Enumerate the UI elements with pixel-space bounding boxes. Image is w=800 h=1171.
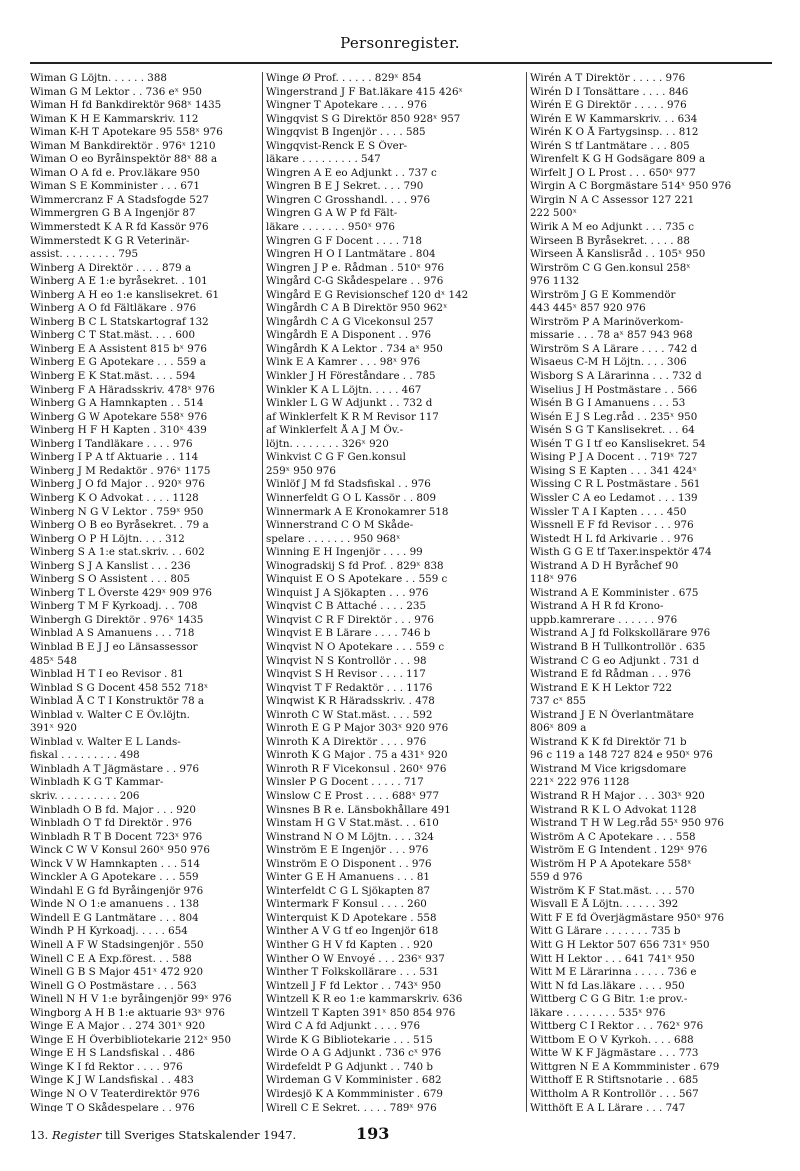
register-entry: Winther G H V fd Kapten . . 920 <box>266 939 433 951</box>
register-entry: Winell C E A Exp.förest. . . 588 <box>30 952 192 965</box>
register-entry: Winbergh G Direktör . 976ˣ 1435 <box>30 613 204 626</box>
register-entry: Winberg C T Stat.mäst. . . . 600 <box>30 329 195 342</box>
register-entry: Winbladh K G T Kammar- <box>30 776 164 789</box>
register-entry: Wirdefeldt P G Adjunkt . . 740 b <box>266 1060 433 1073</box>
register-entry: Winberg T M F Kyrkoadj. . . 708 <box>30 600 198 613</box>
register-entry: Wiström H P A Apotekare 558ˣ <box>530 857 692 870</box>
register-entry: läkare . . . . . . . 950ˣ 976 <box>266 221 395 234</box>
register-entry: läkare . . . . . . . . . 547 <box>266 153 381 166</box>
register-entry: Winbladh O B fd. Major . . . 920 <box>30 803 196 816</box>
register-entry: Winnerstrand C O M Skåde- <box>266 519 414 532</box>
register-entry: Wiman K-H T Apotekare 95 558ˣ 976 <box>30 126 223 139</box>
register-entry: Wingerstrand J F Bat.läkare 415 426ˣ <box>266 85 463 98</box>
register-entry: Wittberg C I Rektor . . . 762ˣ 976 <box>530 1020 704 1033</box>
register-columns <box>30 72 772 1112</box>
register-entry: Windh P H Kyrkoadj. . . . . 654 <box>30 925 188 938</box>
register-entry: Wistrand J E N Överlantmätare <box>530 708 694 721</box>
register-entry: Wingren H O I Lantmätare . 804 <box>266 248 436 261</box>
register-entry: Wistrand A D H Byråchef 90 <box>530 559 679 572</box>
register-entry: Winberg J M Redaktör . 976ˣ 1175 <box>30 464 211 477</box>
register-entry: Winroth E G P Major 303ˣ 920 976 <box>266 722 449 735</box>
register-entry: Winblad A S Amanuens . . . 718 <box>30 627 195 640</box>
register-entry: Winge Ø Prof. . . . . . 829ˣ 854 <box>266 72 422 84</box>
register-entry: Wistrand K K fd Direktör 71 b <box>530 735 687 748</box>
register-entry: fiskal . . . . . . . . . 498 <box>30 749 140 762</box>
column-1 <box>30 72 258 1112</box>
register-entry: Wirseen Å Kanslisråd . . 105ˣ 950 <box>530 248 706 261</box>
register-entry: Winnerfeldt G O L Kassör . . 809 <box>266 491 437 504</box>
register-entry: Winblad v. Walter E L Lands- <box>30 735 181 748</box>
register-entry: 391ˣ 920 <box>30 722 77 735</box>
register-entry: Winstam H G V Stat.mäst. . . 610 <box>266 817 439 830</box>
register-entry: Wintermark F Konsul . . . . 260 <box>266 898 427 911</box>
register-entry: Wistrand R K L O Advokat 1128 <box>530 803 697 816</box>
register-entry: Winberg B C L Statskartograf 132 <box>30 315 209 328</box>
page-title: Personregister. <box>340 34 460 52</box>
register-entry: Wiström E G Intendent . 129ˣ 976 <box>530 844 708 857</box>
register-entry: 96 c 119 a 148 727 824 e 950ˣ 976 <box>530 749 713 762</box>
register-entry: spelare . . . . . . . 950 968ˣ <box>266 532 401 545</box>
register-entry: uppb.kamrerare . . . . . . 976 <box>530 613 678 626</box>
register-entry: Winge E H Överbibliotekarie 212ˣ 950 <box>30 1033 232 1046</box>
register-entry: Winqwist K R Häradsskriv. . 478 <box>266 695 435 708</box>
register-entry: Wingborg A H B 1:e aktuarie 93ˣ 976 <box>30 1006 225 1019</box>
column-3 <box>530 72 772 1112</box>
register-entry: Witte W K F Jägmästare . . . 773 <box>530 1047 699 1060</box>
page-number: 193 <box>356 1124 390 1143</box>
register-entry: Witt F E fd Överjägmästare 950ˣ 976 <box>530 911 725 924</box>
register-entry: Wirde O A G Adjunkt . 736 cˣ 976 <box>266 1047 442 1060</box>
register-entry: Wirén E W Kammarskriv. . . 634 <box>530 112 698 125</box>
register-entry: Wittberg C G G Bitr. 1:e prov.- <box>530 993 688 1006</box>
register-entry: Wistrand C G eo Adjunkt . 731 d <box>530 654 700 667</box>
register-entry: Wingner T Apotekare . . . . 976 <box>266 99 427 112</box>
register-entry: Wistedt H L fd Arkivarie . . 976 <box>530 532 694 545</box>
register-entry: 118ˣ 976 <box>530 573 577 586</box>
register-entry: Winblad v. Walter C E Öv.löjtn. <box>30 708 190 721</box>
register-entry: läkare . . . . . . . . 535ˣ 976 <box>530 1006 666 1019</box>
register-entry: Winge T O Skådespelare . . 976 <box>30 1101 195 1112</box>
register-entry: Winnermark A E Kronokamrer 518 <box>266 505 449 518</box>
register-entry: Wimmerstedt K G R Veterinär- <box>30 234 190 247</box>
register-entry: 976 1132 <box>530 275 580 288</box>
register-entry: Wingren A E eo Adjunkt . . 737 c <box>266 166 437 179</box>
register-entry: Winther O W Envoyé . . . 236ˣ 937 <box>266 952 445 965</box>
register-entry: Winell G O Postmästare . . . 563 <box>30 979 197 992</box>
register-entry: Wistrand M Vice krigsdomare <box>530 762 687 775</box>
register-entry: Winsler P G Docent . . . . . 717 <box>266 776 424 789</box>
register-entry: Winck V W Hamnkapten . . . 514 <box>30 857 201 870</box>
register-entry: Winqvist T F Redaktör . . . 1176 <box>266 681 433 694</box>
register-entry: Winberg N G V Lektor . 759ˣ 950 <box>30 505 204 518</box>
column-divider <box>526 72 527 1112</box>
register-entry: Winberg I P A tf Aktuarie . . 114 <box>30 451 199 464</box>
register-entry: Wink E A Kamrer . . . 98ˣ 976 <box>266 356 421 369</box>
register-entry: Windell E G Lantmätare . . . 804 <box>30 911 199 924</box>
register-entry: Wisth G G E tf Taxer.inspektör 474 <box>530 546 712 559</box>
register-entry: Wirfelt J O L Prost . . . 650ˣ 977 <box>530 166 696 179</box>
register-entry: Wimmercranz F A Stadsfogde 527 <box>30 193 209 206</box>
register-entry: Wirström P A Marinöverkom- <box>530 315 684 328</box>
register-entry: Wingårdh E A Disponent . . 976 <box>266 329 432 342</box>
header-rule <box>30 62 772 64</box>
register-entry: Wistrand E K H Lektor 722 <box>530 681 673 694</box>
register-entry: Winbladh A T Jägmästare . . 976 <box>30 762 200 775</box>
register-entry: Wingren J P e. Rådman . 510ˣ 976 <box>266 261 445 274</box>
register-entry: Wistrand E fd Rådman . . . 976 <box>530 668 691 681</box>
register-entry: Winberg A E 1:e byråsekret. . 101 <box>30 275 208 288</box>
register-entry: Winbladh R T B Docent 723ˣ 976 <box>30 830 203 843</box>
register-entry: Wimmerstedt K A R fd Kassör 976 <box>30 221 209 234</box>
register-entry: Winde N O 1:e amanuens . . 138 <box>30 898 200 911</box>
register-entry: Wiman G M Lektor . . 736 eˣ 950 <box>30 85 202 98</box>
register-entry: Winroth C W Stat.mäst. . . . 592 <box>266 708 433 721</box>
register-entry: Winblad H T I eo Revisor . 81 <box>30 668 184 681</box>
register-entry: Wirén K O Å Fartygsinsp. . . 812 <box>530 126 699 139</box>
register-entry: Wissing C R L Postmästare . 561 <box>530 478 701 491</box>
register-entry: 222 500ˣ <box>530 207 577 220</box>
register-entry: af Winklerfelt K R M Revisor 117 <box>266 410 439 423</box>
register-entry: Wittgren N E A Kommminister . 679 <box>530 1060 720 1073</box>
register-entry: Wirgin N A C Assessor 127 221 <box>530 193 695 206</box>
register-entry: Wingren C Grosshandl. . . . 976 <box>266 193 431 206</box>
register-entry: Wistrand B H Tullkontrollör . 635 <box>530 640 706 653</box>
register-entry: Winberg J O fd Major . . 920ˣ 976 <box>30 478 205 491</box>
register-entry: missarie . . . 78 aˣ 857 943 968 <box>530 329 693 342</box>
register-entry: Winell N H V 1:e byråingenjör 99ˣ 976 <box>30 993 232 1006</box>
register-entry: Winbladh O T fd Direktör . 976 <box>30 817 192 830</box>
register-entry: Witthoff E R Stiftsnotarie . . 685 <box>530 1074 699 1087</box>
register-entry: Winquist J A Sjökapten . . . 976 <box>266 586 429 599</box>
register-entry: Winck C W V Konsul 260ˣ 950 976 <box>30 844 210 857</box>
register-entry: Witt H Lektor . . . 641 741ˣ 950 <box>530 952 695 965</box>
register-entry: Wintzell J F fd Lektor . . 743ˣ 950 <box>266 979 442 992</box>
register-entry: Winberg F A Häradsskriv. 478ˣ 976 <box>30 383 215 396</box>
register-entry: Witt N fd Las.läkare . . . . 950 <box>530 979 685 992</box>
register-entry: Wirik A M eo Adjunkt . . . 735 c <box>530 221 694 234</box>
column-divider <box>262 72 263 1112</box>
footer-series-title: Register <box>51 1128 102 1142</box>
register-entry: Wissler T A I Kapten . . . . 450 <box>530 505 687 518</box>
register-entry: löjtn. . . . . . . . 326ˣ 920 <box>266 437 389 450</box>
register-entry: Winberg T L Överste 429ˣ 909 976 <box>30 586 212 599</box>
footer-rest: till Sveriges Statskalender 1947. <box>101 1128 297 1142</box>
register-entry: Wisaeus C-M H Löjtn. . . . 306 <box>530 356 687 369</box>
register-entry: Wiman H fd Bankdirektör 968ˣ 1435 <box>30 99 222 112</box>
register-entry: Wingqvist S G Direktör 850 928ˣ 957 <box>266 112 461 125</box>
register-entry: Wintzell T Kapten 391ˣ 850 854 976 <box>266 1006 456 1019</box>
register-entry: Winter G E H Amanuens . . . 81 <box>266 871 430 884</box>
register-entry: Winblad Å C T I Konstruktör 78 a <box>30 695 205 708</box>
register-entry: Wingård C-G Skådespelare . . 976 <box>266 275 444 288</box>
register-entry: Wissler C A eo Ledamot . . . 139 <box>530 491 698 504</box>
register-entry: Wiström A C Apotekare . . . 558 <box>530 830 696 843</box>
register-entry: Wirén D I Tonsättare . . . . 846 <box>530 85 689 98</box>
register-entry: Wingårdh C A B Direktör 950 962ˣ <box>266 302 448 315</box>
register-entry: 559 d 976 <box>530 871 583 884</box>
register-entry: Winning E H Ingenjör . . . . 99 <box>266 546 423 559</box>
register-entry: Wiman O eo Byråinspektör 88ˣ 88 a <box>30 153 218 166</box>
register-entry: Winterquist K D Apotekare . 558 <box>266 911 437 924</box>
register-entry: Wirström S A Lärare . . . . 742 d <box>530 342 698 355</box>
register-entry: Wistrand T H W Leg.råd 55ˣ 950 976 <box>530 817 724 830</box>
register-entry: 485ˣ 548 <box>30 654 77 667</box>
register-entry: Wisén S G T Kanslisekret. . . 64 <box>530 424 695 437</box>
register-entry: Winther T Folkskollärare . . . 531 <box>266 966 439 979</box>
register-entry: 259ˣ 950 976 <box>266 464 336 477</box>
register-entry: Winlöf J M fd Stadsfiskal . . 976 <box>266 478 431 491</box>
register-entry: Witt G Lärare . . . . . . . 735 b <box>530 925 681 938</box>
register-entry: Winberg S O Assistent . . . 805 <box>30 573 190 586</box>
register-entry: Winqvist E B Lärare . . . . 746 b <box>266 627 431 640</box>
register-entry: Wirström C G Gen.konsul 258ˣ <box>530 261 691 274</box>
register-entry: Wintzell K R eo 1:e kammarskriv. 636 <box>266 993 463 1006</box>
register-entry: Winge E A Major . . 274 301ˣ 920 <box>30 1020 206 1033</box>
register-entry: Winstrand N O M Löjtn. . . . 324 <box>266 830 434 843</box>
register-entry: Winell G B S Major 451ˣ 472 920 <box>30 966 204 979</box>
register-entry: Wiman S E Komminister . . . 671 <box>30 180 200 193</box>
register-entry: Wistrand R H Major . . . 303ˣ 920 <box>530 789 705 802</box>
register-entry: Winge K I fd Rektor . . . . 976 <box>30 1060 183 1073</box>
register-entry: Wirén E G Direktör . . . . . 976 <box>530 99 687 112</box>
register-entry: Wising S E Kapten . . . 341 424ˣ <box>530 464 698 477</box>
register-entry: Winqvist S H Revisor . . . . 117 <box>266 668 426 681</box>
register-entry: Wingårdh C A G Vicekonsul 257 <box>266 315 434 328</box>
register-entry: Winberg S J A Kanslist . . . 236 <box>30 559 191 572</box>
register-entry: Wingren B E J Sekret. . . . 790 <box>266 180 424 193</box>
register-entry: Wirell C E Sekret. . . . . 789ˣ 976 <box>266 1101 437 1112</box>
register-entry: Wingren G A W P fd Fält- <box>266 207 398 220</box>
register-entry: af Winklerfelt Å A J M Öv.- <box>266 424 404 437</box>
register-entry: 737 cˣ 855 <box>530 695 586 708</box>
register-entry: Wird C A fd Adjunkt . . . . 976 <box>266 1020 420 1033</box>
footer-number: 13. <box>30 1128 49 1142</box>
register-entry: Wistrand A H R fd Krono- <box>530 600 664 613</box>
register-entry: Wirseen B Byråsekret. . . . . 88 <box>530 234 690 247</box>
register-entry: Winberg O B eo Byråsekret. . 79 a <box>30 519 209 532</box>
register-entry: Winberg H F H Kapten . 310ˣ 439 <box>30 424 207 437</box>
register-entry: Wirström J G E Kommendör <box>530 288 676 301</box>
register-entry: 221ˣ 222 976 1128 <box>530 776 630 789</box>
register-entry: Winberg G W Apotekare 558ˣ 976 <box>30 410 208 423</box>
register-entry: Wingren G F Docent . . . . 718 <box>266 234 422 247</box>
register-entry: Winslow C E Prost . . . . 688ˣ 977 <box>266 789 440 802</box>
register-entry: Witthöft E A L Lärare . . . 747 <box>530 1101 686 1112</box>
register-entry: Winge N O V Teaterdirektör 976 <box>30 1088 200 1101</box>
register-entry: Wisén E J S Leg.råd . . 235ˣ 950 <box>530 410 698 423</box>
register-entry: Wiman M Bankdirektör . 976ˣ 1210 <box>30 139 216 152</box>
register-entry: Winterfeldt C G L Sjökapten 87 <box>266 884 431 897</box>
register-entry: Wirén S tf Lantmätare . . . 805 <box>530 139 690 152</box>
register-entry: Winqvist C R F Direktör . . . 976 <box>266 613 434 626</box>
register-entry: Wistrand A E Komminister . 675 <box>530 586 699 599</box>
register-entry: Wirde K G Bibliotekarie . . . 515 <box>266 1033 433 1046</box>
register-entry: Winsnes B R e. Länsbokhållare 491 <box>266 803 451 816</box>
register-entry: 806ˣ 809 a <box>530 722 587 735</box>
register-entry: Wiselius J H Postmästare . . 566 <box>530 383 698 396</box>
register-entry: Winqvist N O Apotekare . . . 559 c <box>266 640 445 653</box>
register-entry: Wissnell E F fd Revisor . . . 976 <box>530 519 694 532</box>
register-entry: Winberg E K Stat.mäst. . . . 594 <box>30 370 196 383</box>
register-entry: Wittbom E O V Kyrkoh. . . . 688 <box>530 1033 694 1046</box>
register-entry: Winström E O Disponent . . 976 <box>266 857 432 870</box>
register-entry: 443 445ˣ 857 920 976 <box>530 302 646 315</box>
register-entry: Wising P J A Docent . . 719ˣ 727 <box>530 451 698 464</box>
register-entry: Wingårdh K A Lektor . 734 aˣ 950 <box>266 342 443 355</box>
column-2 <box>266 72 524 1112</box>
register-entry: Winogradskij S fd Prof. . 829ˣ 838 <box>266 559 444 572</box>
register-entry: Wisborg S A Lärarinna . . . 732 d <box>530 370 702 383</box>
register-entry: Winberg A H eo 1:e kanslisekret. 61 <box>30 288 220 301</box>
register-entry: Winroth R F Vicekonsul . 260ˣ 976 <box>266 762 447 775</box>
register-entry: Winblad S G Docent 458 552 718ˣ <box>30 681 209 694</box>
register-entry: Wiman G Löjtn. . . . . . 388 <box>30 72 167 84</box>
register-entry: Winström E E Ingenjör . . . 976 <box>266 844 429 857</box>
register-entry: Wittholm A R Kontrollör . . . 567 <box>530 1088 699 1101</box>
register-entry: Winkvist C G F Gen.konsul <box>266 451 406 464</box>
register-entry: Wirdesjö K A Kommminister . 679 <box>266 1088 443 1101</box>
register-entry: Winell A F W Stadsingenjör . 550 <box>30 939 204 951</box>
register-entry: Winberg S A 1:e stat.skriv. . . 602 <box>30 546 205 559</box>
register-entry: Winquist E O S Apotekare . . 559 c <box>266 573 448 586</box>
register-entry: Wisén B G I Amanuens . . . 53 <box>530 397 686 410</box>
register-entry: Wiman K H E Kammarskriv. 112 <box>30 112 199 125</box>
register-entry: Wirenfelt K G H Godsägare 809 a <box>530 153 706 166</box>
register-entry: Wisvall E Å Löjtn. . . . . . 392 <box>530 898 679 911</box>
register-entry: Wistrand A J fd Folkskollärare 976 <box>530 627 711 640</box>
register-entry: Winqvist N S Kontrollör . . . 98 <box>266 654 427 667</box>
register-entry: Wisén T G I tf eo Kanslisekret. 54 <box>530 437 706 450</box>
register-entry: Winkler K A L Löjtn. . . . . 467 <box>266 383 422 396</box>
register-entry: Windahl E G fd Byråingenjör 976 <box>30 884 204 897</box>
register-entry: Wirgin A C Borgmästare 514ˣ 950 976 <box>530 180 732 193</box>
register-entry: Winckler A G Apotekare . . . 559 <box>30 871 199 884</box>
register-entry: Winroth K G Major . 75 a 431ˣ 920 <box>266 749 448 762</box>
register-entry: Winberg O P H Löjtn. . . . 312 <box>30 532 185 545</box>
register-entry: assist. . . . . . . . . 795 <box>30 248 138 261</box>
register-entry: Wiström K F Stat.mäst. . . . 570 <box>530 884 695 897</box>
register-entry: Wingård E G Revisionschef 120 dˣ 142 <box>266 288 469 301</box>
register-entry: Winkler L G W Adjunkt . . 732 d <box>266 397 433 410</box>
register-entry: Winroth K A Direktör . . . . 976 <box>266 735 427 748</box>
register-entry: Winge E H S Landsfiskal . . 486 <box>30 1047 195 1060</box>
register-entry: Winge K J W Landsfiskal . . 483 <box>30 1074 194 1087</box>
register-entry: Winkler J H Föreståndare . . 785 <box>266 370 436 383</box>
register-entry: Winberg I Tandläkare . . . . 976 <box>30 437 193 450</box>
register-entry: Winblad B E J J eo Länsassessor <box>30 640 198 653</box>
register-entry: Winberg E G Apotekare . . . 559 a <box>30 356 206 369</box>
register-entry: Wingqvist B Ingenjör . . . . 585 <box>266 126 426 139</box>
footer-caption <box>30 1128 296 1142</box>
register-entry: Winberg G A Hamnkapten . . 514 <box>30 397 204 410</box>
register-entry: Wirdeman G V Komminister . 682 <box>266 1074 442 1087</box>
register-entry: Wirén A T Direktör . . . . . 976 <box>530 72 686 84</box>
register-entry: Winberg K O Advokat . . . . 1128 <box>30 491 199 504</box>
register-entry: Winqvist C B Attaché . . . . 235 <box>266 600 426 613</box>
register-entry: Witt G H Lektor 507 656 731ˣ 950 <box>530 939 710 951</box>
register-entry: Wimmergren G B A Ingenjör 87 <box>30 207 196 220</box>
register-entry: skriv. . . . . . . . . . 206 <box>30 789 140 802</box>
register-entry: Wingqvist-Renck E S Över- <box>266 139 408 152</box>
register-entry: Wiman O A fd e. Prov.läkare 950 <box>30 166 200 179</box>
register-entry: Winberg A O fd Fältläkare . 976 <box>30 302 197 315</box>
register-entry: Winberg E A Assistent 815 bˣ 976 <box>30 342 207 355</box>
register-entry: Winberg A Direktör . . . . 879 a <box>30 261 192 274</box>
register-entry: Witt M E Lärarinna . . . . . 736 e <box>530 966 697 979</box>
register-entry: Winther A V G tf eo Ingenjör 618 <box>266 925 439 938</box>
